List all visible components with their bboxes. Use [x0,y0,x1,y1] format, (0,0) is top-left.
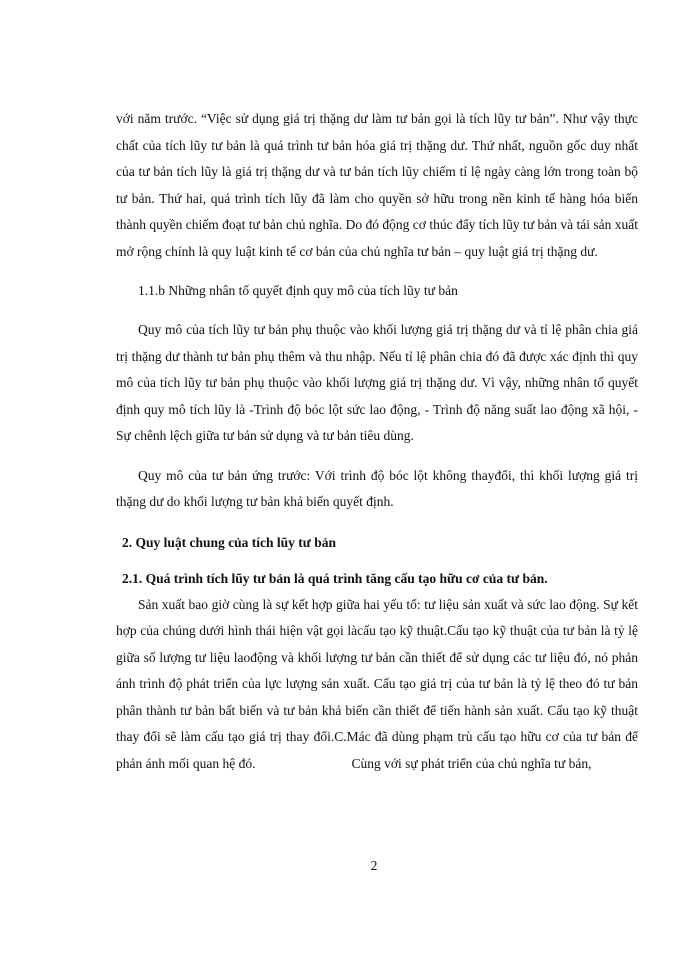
section-heading-2: 2. Quy luật chung của tích lũy tư bản [122,534,337,550]
paragraph-advanced-capital: Quy mô của tư bản ứng trước: Với trình độ bóc lột không thayđổi, thì khối lượng giá trị thặng dư do khối lượng tư bản khả biến quyết định. [116,467,638,509]
paragraph-organic-composition-tail: Cùng với sự phát triển của chủ nghĩa tư bản, [351,755,592,771]
section-heading-1-1-b: 1.1.b Những nhân tố quyết định quy mô của tích lũy tư bản [138,283,458,298]
page-number: 2 [370,858,378,873]
section-heading-2-1: 2.1. Quá trình tích lũy tư bản là quá trình tăng cấu tạo hữu cơ của tư bản. [122,570,548,586]
paragraph-accumulation-essence: với năm trước. “Việc sử dụng giá trị thặng dư làm tư bản gọi là tích lũy tư bản”. Như vậy thực chất của tích lũy tư bản là quá trình tư bản hóa giá trị thặng dư. Thứ nhất, nguồn gốc duy nhất của tư bản tích lũy là giá trị thặng dư và tư bản tích lũy chiếm tỉ lệ ngày càng lớn trong toàn bộ tư bản. Thứ hai, quá trình tích lũy đã làm cho quyền sở hữu trong nền kinh tế hàng hóa biến thành quyền chiếm đoạt tư bản chủ nghĩa. Do đó động cơ thúc đẩy tích lũy tư bản và tái sản xuất mở rộng chính là quy luật kinh tế cơ bản của chủ nghĩa tư bản – quy luật giá trị thặng dư. [116,111,638,259]
paragraph-organic-composition-body: Sản xuất bao giờ cùng là sự kết hợp giữa hai yếu tố: tư liệu sản xuất và sức lao động. Sự kết hợp của chúng dưới hình thái hiện vật gọi làcấu tạo kỹ thuật.Cấu tạo kỹ thuật của tư bản là tỷ lệ giữa số lượng tư liệu laođộng và khối lượng tư bản cần thiết để sử dụng các tư liệu đó, nó phản ánh trình độ phát triển của lực lượng sản xuất. Cấu tạo giá trị của tư bản là tỷ lệ theo đó tư bản phân thành tư bản bất biến và tư bản khả biến cần thiết để tiến hành sản xuất. Cấu tạo kỹ thuật thay đổi sẽ làm cấu tạo giá trị thay đổi.C.Mác đã dùng phạm trù cấu tạo hữu cơ của tư bản để phản ánh mối quan hệ đó. [116,596,638,771]
paragraph-organic-composition [116,592,638,778]
paragraph-scale-factors: Quy mô của tích lũy tư bản phụ thuộc vào khối lượng giá trị thặng dư và tỉ lệ phân chia giá trị thặng dư thành tư bản phụ thêm và thu nhập. Nếu tỉ lệ phân chia đó đã được xác định thì quy mô của tích lũy tư bản phụ thuộc vào khối lượng giá trị thặng dư. Vì vậy, những nhân tố quyết định quy mô tích lũy là -Trình độ bóc lột sức lao động, - Trình độ năng suất lao động xã hội, - Sự chênh lệch giữa tư bản sử dụng và tư bản tiêu dùng. [116,322,638,443]
